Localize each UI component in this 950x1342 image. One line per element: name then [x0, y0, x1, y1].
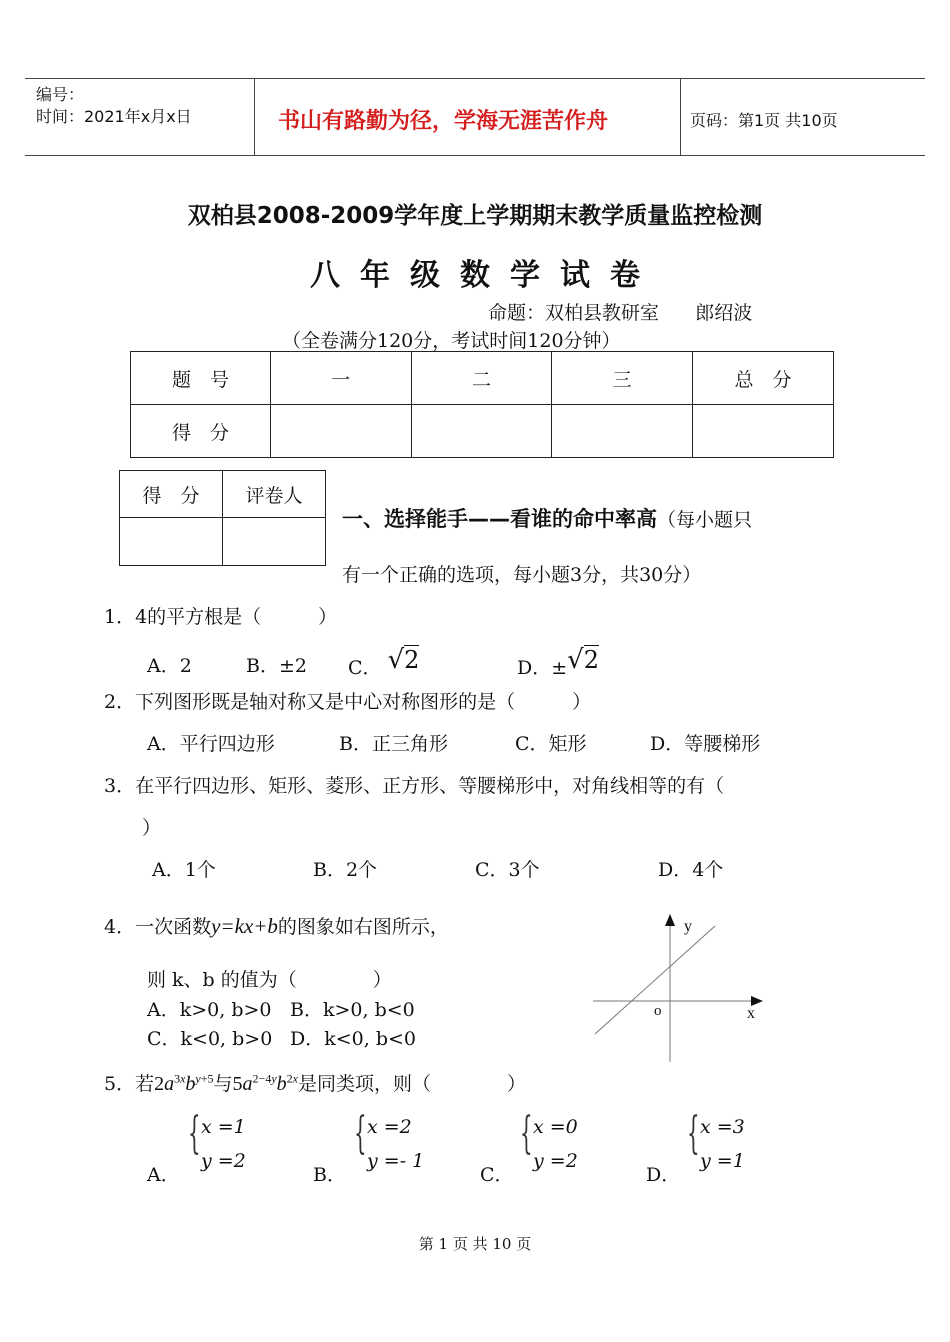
x-axis-label: x: [747, 1005, 755, 1022]
question-3-stem-end: ）: [142, 817, 162, 839]
q4-stem-part-a: 4．一次函数: [104, 916, 212, 938]
grader-header-cell: 得 分: [120, 471, 223, 518]
header-divider: [254, 78, 255, 156]
grader-header-cell: 评卷人: [223, 471, 326, 518]
section-desc: （每小题只: [657, 509, 753, 531]
y-axis-label: y: [684, 918, 692, 935]
q5-option-c-x: x =0: [533, 1116, 578, 1138]
q1-option-b[interactable]: B．±2: [246, 655, 307, 677]
q5-option-d-label[interactable]: D．: [646, 1164, 681, 1186]
page-indicator: 页码：第1页 共10页: [690, 111, 838, 130]
grader-input-cell[interactable]: [223, 518, 326, 566]
doc-time-label: 时间：2021年x月x日: [36, 107, 192, 126]
q5-term-1: $2a^{3x}b^{y+5}$: [154, 1071, 214, 1095]
doc-number-label: 编号：: [36, 85, 85, 104]
q2-option-d[interactable]: D．等腰梯形: [650, 733, 761, 755]
question-1-stem: 1．4的平方根是（ ）: [104, 606, 338, 628]
q1-option-c-label: C．: [348, 657, 382, 679]
q5-option-a-y: y =2: [201, 1150, 246, 1172]
header-divider: [680, 78, 681, 156]
q2-option-a[interactable]: A．平行四边形: [147, 733, 275, 755]
q4-option-a[interactable]: A．k>0, b>0: [147, 999, 272, 1021]
q5-option-a-label[interactable]: A．: [147, 1164, 180, 1186]
section-desc-line2: 有一个正确的选项，每小题3分，共30分）: [342, 564, 702, 586]
score-header-cell: 题 号: [131, 352, 271, 405]
q1-option-d[interactable]: [517, 645, 600, 681]
q1-option-d-radicand: 2: [583, 646, 600, 674]
q2-option-b[interactable]: B．正三角形: [339, 733, 448, 755]
score-input-cell[interactable]: [693, 405, 834, 458]
brace-icon: {: [687, 1108, 700, 1159]
y-axis-arrow-icon: [665, 914, 675, 926]
exam-subtitle: 八年级数学试卷: [310, 258, 660, 293]
q3-option-b[interactable]: B．2个: [313, 859, 378, 881]
q2-option-c[interactable]: C．矩形: [515, 733, 587, 755]
question-4-line2: 则 k、b 的值为（ ）: [147, 969, 392, 991]
origin-label: o: [654, 1003, 662, 1019]
grader-input-cell[interactable]: [120, 518, 223, 566]
q4-graph: [585, 912, 775, 1067]
q5-option-c-y: y =2: [533, 1150, 578, 1172]
score-input-cell[interactable]: [552, 405, 693, 458]
exam-author: 命题：双柏县教研室 郎绍波: [488, 302, 753, 324]
q3-option-d[interactable]: D．4个: [658, 859, 724, 881]
q5-stem-part-c: 是同类项，则（ ）: [297, 1073, 526, 1095]
section-title: 一、选择能手——看谁的命中率高: [342, 507, 657, 531]
sqrt-icon: √: [387, 645, 405, 675]
q5-option-b-y: y =- 1: [367, 1150, 425, 1172]
q4-stem-part-b: 的图象如右图所示，: [277, 916, 449, 938]
score-table: [130, 351, 834, 458]
header-motto: 书山有路勤为径，学海无涯苦作舟: [278, 108, 609, 134]
question-5-stem: [104, 1069, 526, 1096]
header-top-rule: [25, 78, 925, 79]
score-header-cell: 一: [270, 352, 411, 405]
score-header-cell: 三: [552, 352, 693, 405]
exam-note: （全卷满分120分，考试时间120分钟）: [282, 330, 621, 352]
q3-option-c[interactable]: C．3个: [475, 859, 540, 881]
score-header-cell: 总 分: [693, 352, 834, 405]
q1-option-d-label: D．±: [517, 657, 568, 679]
q4-option-c[interactable]: C．k<0, b>0: [147, 1028, 273, 1050]
q1-option-a[interactable]: A．2: [147, 655, 192, 677]
exam-title: 双柏县2008-2009学年度上学期期末教学质量监控检测: [187, 203, 763, 229]
q5-stem-part-b: 与: [213, 1073, 233, 1095]
q5-term-2: $5a^{2-4y}b^{2x}$: [232, 1071, 298, 1095]
q5-option-d-x: x =3: [700, 1116, 745, 1138]
q5-option-c-label[interactable]: C．: [480, 1164, 514, 1186]
q3-option-a[interactable]: A．1个: [152, 859, 216, 881]
brace-icon: {: [354, 1108, 367, 1159]
q5-option-d-y: y =1: [700, 1150, 745, 1172]
section-heading: [342, 503, 752, 533]
question-3-stem: 3．在平行四边形、矩形、菱形、正方形、等腰梯形中，对角线相等的有（: [104, 775, 725, 797]
brace-icon: {: [520, 1108, 533, 1159]
q4-formula: y=kx+b: [211, 914, 278, 938]
q4-option-b[interactable]: B．k>0, b<0: [290, 999, 415, 1021]
q1-option-c[interactable]: [348, 645, 420, 681]
brace-icon: {: [188, 1108, 201, 1159]
page-footer: 第 1 页 共 10 页: [418, 1235, 532, 1253]
sqrt-icon: √: [567, 645, 584, 675]
q5-option-b-x: x =2: [367, 1116, 412, 1138]
header-bottom-rule: [25, 155, 925, 156]
score-label-cell: 得 分: [131, 405, 271, 458]
q5-option-a-x: x =1: [201, 1116, 246, 1138]
score-header-cell: 二: [411, 352, 552, 405]
grader-table: [119, 470, 326, 566]
question-2-stem: 2．下列图形既是轴对称又是中心对称图形的是（ ）: [104, 691, 592, 713]
q1-option-c-radicand: 2: [404, 646, 420, 674]
question-4-stem: [104, 912, 449, 939]
q5-stem-part-a: 5．若: [104, 1073, 155, 1095]
q5-option-b-label[interactable]: B．: [313, 1164, 346, 1186]
score-input-cell[interactable]: [270, 405, 411, 458]
score-input-cell[interactable]: [411, 405, 552, 458]
q4-option-d[interactable]: D．k<0, b<0: [290, 1028, 417, 1050]
